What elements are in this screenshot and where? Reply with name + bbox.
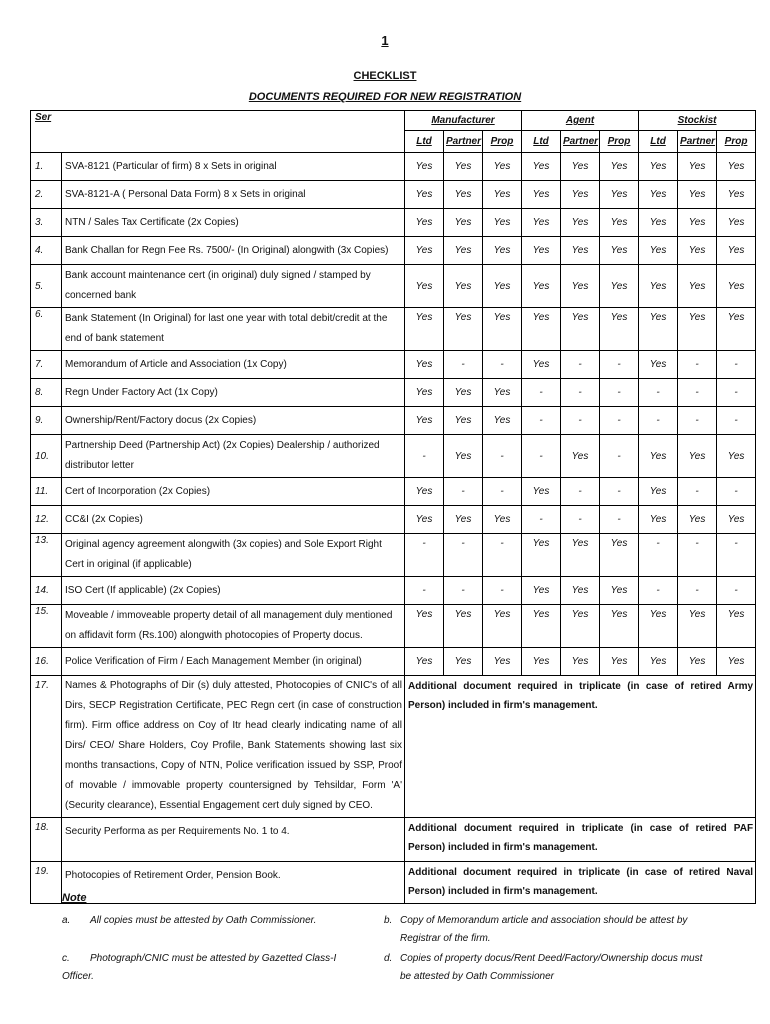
table-row-special [31,818,756,862]
subcol-header: Partner [561,131,600,153]
ser-header: Ser [31,111,405,153]
row-number: 15. [31,605,62,648]
requirement-cell: Yes [639,351,678,379]
requirement-cell: Yes [483,379,522,407]
requirement-cell: Yes [444,407,483,435]
document-description: Security Performa as per Requirements No. 1 to 4. [62,818,405,862]
requirement-cell: Yes [639,209,678,237]
requirement-cell: Yes [483,209,522,237]
requirement-cell: Yes [561,265,600,308]
notes-heading: Note [62,892,87,904]
note-text: All copies must be attested by Oath Commissioner. [90,915,317,926]
requirement-cell: Yes [444,153,483,181]
requirement-cell: Yes [483,648,522,676]
document-description: Names & Photographs of Dir (s) duly attested, Photocopies of CNIC's of all Dirs, SECP Registration Certificate, PEC Regn cert (in case of construction firm). Firm office address on Coy of Itr head clearly indicating name of all Dirs/ CEO/ Share Holders, Coy Profile, Bank Statements showing last six months transactions, Copy of NTN, Police verification issued by SSP, Proof of movable / immovable property countersigned by Tehsildar, Form 'A' (Security clearance), Essential Engagement cert duly signed by CEO. [62,676,405,818]
subcol-header: Prop [717,131,756,153]
row-number: 16. [31,648,62,676]
requirement-cell: Yes [717,181,756,209]
table-row [31,153,756,181]
requirement-cell: Yes [678,265,717,308]
note-b [384,912,710,948]
document-description: SVA-8121-A ( Personal Data Form) 8 x Sets in original [62,181,405,209]
row-number: 14. [31,577,62,605]
row-number: 7. [31,351,62,379]
requirement-cell: Yes [483,407,522,435]
additional-requirement-note: Additional document required in triplicate (in case of retired Naval Person) included in firm's management. [405,862,756,904]
additional-requirement-note: Additional document required in triplicate (in case of retired Army Person) included in firm's management. [405,676,756,818]
requirement-cell: Yes [522,351,561,379]
row-number: 1. [31,153,62,181]
requirement-cell: Yes [522,209,561,237]
requirement-cell: Yes [600,648,639,676]
table-row [31,308,756,351]
table-row-special [31,676,756,818]
requirement-cell: Yes [678,648,717,676]
requirement-cell: - [561,478,600,506]
requirement-cell: Yes [483,308,522,351]
table-row [31,265,756,308]
requirement-cell: Yes [405,379,444,407]
document-description: ISO Cert (If applicable) (2x Copies) [62,577,405,605]
requirement-cell: Yes [405,351,444,379]
requirement-cell: Yes [639,237,678,265]
requirement-cell: Yes [678,153,717,181]
requirement-cell: Yes [678,308,717,351]
requirement-cell: Yes [522,153,561,181]
requirement-cell: Yes [405,478,444,506]
requirement-cell: Yes [444,237,483,265]
note-a [62,912,352,930]
requirement-cell: - [561,506,600,534]
requirement-cell: - [600,478,639,506]
document-description: Cert of Incorporation (2x Copies) [62,478,405,506]
requirement-cell: - [522,379,561,407]
requirement-cell: Yes [522,534,561,577]
note-text: Copy of Memorandum article and association should be attest by Registrar of the firm. [400,915,688,944]
requirement-cell: Yes [483,153,522,181]
requirement-cell: Yes [522,237,561,265]
requirement-cell: Yes [405,648,444,676]
requirement-cell: Yes [483,237,522,265]
requirement-cell: Yes [444,648,483,676]
requirement-cell: Yes [561,181,600,209]
document-description: Regn Under Factory Act (1x Copy) [62,379,405,407]
table-row [31,478,756,506]
requirement-cell: Yes [639,181,678,209]
requirement-cell: Yes [405,209,444,237]
requirement-cell: - [678,351,717,379]
requirement-cell: Yes [444,209,483,237]
requirement-cell: - [522,435,561,478]
requirement-cell: - [639,577,678,605]
requirement-cell: Yes [522,265,561,308]
requirement-cell: Yes [522,181,561,209]
note-label: d. [384,953,393,964]
subcol-header: Prop [600,131,639,153]
note-d [384,950,710,986]
requirement-cell: Yes [405,265,444,308]
requirement-cell: - [717,379,756,407]
requirement-cell: Yes [483,506,522,534]
row-number: 8. [31,379,62,407]
requirement-cell: Yes [717,237,756,265]
requirement-cell: Yes [483,265,522,308]
requirement-cell: - [561,351,600,379]
requirement-cell: Yes [600,605,639,648]
row-number: 17. [31,676,62,818]
requirement-cell: Yes [522,308,561,351]
requirement-cell: Yes [405,506,444,534]
requirement-cell: Yes [639,308,678,351]
subcol-header: Ltd [405,131,444,153]
requirement-cell: Yes [444,435,483,478]
row-number: 9. [31,407,62,435]
requirement-cell: - [483,577,522,605]
table-row [31,351,756,379]
checklist-title: CHECKLIST [353,70,417,82]
requirement-cell: Yes [678,605,717,648]
requirement-cell: - [717,577,756,605]
requirement-cell: - [600,351,639,379]
requirement-cell: - [639,407,678,435]
requirement-cell: - [678,379,717,407]
table-row [31,407,756,435]
group-header-stockist: Stockist [639,111,756,131]
requirement-cell: Yes [600,534,639,577]
row-number: 4. [31,237,62,265]
requirement-cell: - [639,534,678,577]
requirement-cell: - [678,577,717,605]
notes-section [62,892,752,982]
requirement-cell: Yes [600,209,639,237]
requirement-cell: - [522,407,561,435]
row-number: 2. [31,181,62,209]
subcol-header: Prop [483,131,522,153]
requirement-cell: Yes [483,605,522,648]
document-description: Photocopies of Retirement Order, Pension Book. [62,862,405,904]
table-row [31,237,756,265]
row-number: 18. [31,818,62,862]
checklist-table [30,110,756,904]
requirement-cell: Yes [405,153,444,181]
requirement-cell: Yes [678,435,717,478]
requirement-cell: - [561,379,600,407]
requirement-cell: Yes [444,308,483,351]
requirement-cell: - [717,351,756,379]
requirement-cell: Yes [483,181,522,209]
requirement-cell: Yes [678,237,717,265]
requirement-cell: Yes [639,648,678,676]
requirement-cell: - [600,407,639,435]
requirement-cell: - [561,407,600,435]
requirement-cell: Yes [600,237,639,265]
note-label: a. [62,915,71,926]
requirement-cell: Yes [717,308,756,351]
requirement-cell: - [717,478,756,506]
requirement-cell: - [522,506,561,534]
requirement-cell: Yes [561,577,600,605]
requirement-cell: - [483,435,522,478]
requirement-cell: Yes [600,265,639,308]
requirement-cell: Yes [561,209,600,237]
table-row [31,534,756,577]
document-description: Partnership Deed (Partnership Act) (2x Copies) Dealership / authorized distributor letter [62,435,405,478]
requirement-cell: Yes [639,478,678,506]
requirement-cell: Yes [678,506,717,534]
requirement-cell: - [639,379,678,407]
table-row [31,506,756,534]
document-description: Original agency agreement alongwith (3x copies) and Sole Export Right Cert in original (if applicable) [62,534,405,577]
requirement-cell: Yes [405,407,444,435]
document-description: Bank Statement (In Original) for last one year with total debit/credit at the end of bank statement [62,308,405,351]
row-number: 6. [31,308,62,351]
table-row [31,209,756,237]
requirement-cell: - [444,351,483,379]
row-number: 10. [31,435,62,478]
requirement-cell: Yes [717,506,756,534]
requirement-cell: Yes [561,237,600,265]
requirement-cell: - [678,478,717,506]
row-number: 19. [31,862,62,904]
document-description: Bank Challan for Regn Fee Rs. 7500/- (In Original) alongwith (3x Copies) [62,237,405,265]
document-description: Moveable / immoveable property detail of all management duly mentioned on affidavit form (Rs.100) alongwith photocopies of Property docus. [62,605,405,648]
requirement-cell: Yes [600,153,639,181]
additional-requirement-note: Additional document required in triplicate (in case of retired PAF Person) included in firm's management. [405,818,756,862]
row-number: 5. [31,265,62,308]
requirement-cell: Yes [717,605,756,648]
requirement-cell: Yes [600,308,639,351]
requirement-cell: - [717,407,756,435]
requirement-cell: Yes [678,181,717,209]
document-description: Ownership/Rent/Factory docus (2x Copies) [62,407,405,435]
requirement-cell: - [444,577,483,605]
requirement-cell: - [678,534,717,577]
row-number: 11. [31,478,62,506]
requirement-cell: Yes [444,265,483,308]
page-number: 1 [381,33,389,48]
requirement-cell: - [717,534,756,577]
requirement-cell: Yes [717,265,756,308]
requirement-cell: Yes [561,605,600,648]
subcol-header: Partner [678,131,717,153]
requirement-cell: Yes [717,209,756,237]
requirement-cell: Yes [717,648,756,676]
requirement-cell: - [405,435,444,478]
requirement-cell: Yes [522,478,561,506]
requirement-cell: Yes [561,308,600,351]
requirement-cell: Yes [639,605,678,648]
document-description: NTN / Sales Tax Certificate (2x Copies) [62,209,405,237]
table-row [31,577,756,605]
subcol-header: Partner [444,131,483,153]
note-label: c. [62,953,70,964]
requirement-cell: Yes [600,181,639,209]
requirement-cell: Yes [522,577,561,605]
requirement-cell: - [678,407,717,435]
requirement-cell: Yes [561,435,600,478]
requirement-cell: Yes [561,153,600,181]
row-number: 13. [31,534,62,577]
document-description: Bank account maintenance cert (in original) duly signed / stamped by concerned bank [62,265,405,308]
requirement-cell: Yes [561,648,600,676]
requirement-cell: Yes [405,181,444,209]
table-row [31,605,756,648]
subcol-header: Ltd [639,131,678,153]
note-text: Copies of property docus/Rent Deed/Factory/Ownership docus must be attested by Oath Commissioner [400,953,703,982]
note-text: Photograph/CNIC must be attested by Gazetted Class-I Officer. [62,953,337,982]
requirement-cell: Yes [405,605,444,648]
requirement-cell: Yes [522,605,561,648]
requirement-cell: Yes [405,237,444,265]
requirement-cell: Yes [678,209,717,237]
subcol-header: Ltd [522,131,561,153]
checklist-subtitle: DOCUMENTS REQUIRED FOR NEW REGISTRATION [248,91,522,103]
requirement-cell: - [600,379,639,407]
document-description: SVA-8121 (Particular of firm) 8 x Sets in original [62,153,405,181]
note-label: b. [384,915,393,926]
requirement-cell: Yes [561,534,600,577]
requirement-cell: Yes [444,605,483,648]
requirement-cell: - [405,534,444,577]
document-description: Memorandum of Article and Association (1x Copy) [62,351,405,379]
document-description: Police Verification of Firm / Each Management Member (in original) [62,648,405,676]
document-description: CC&I (2x Copies) [62,506,405,534]
requirement-cell: Yes [639,435,678,478]
requirement-cell: - [405,577,444,605]
requirement-cell: Yes [444,506,483,534]
requirement-cell: Yes [717,153,756,181]
row-number: 3. [31,209,62,237]
table-row [31,379,756,407]
requirement-cell: Yes [600,577,639,605]
row-number: 12. [31,506,62,534]
header-row-groups [31,111,756,131]
requirement-cell: Yes [444,379,483,407]
requirement-cell: - [483,478,522,506]
table-row [31,181,756,209]
requirement-cell: - [444,478,483,506]
note-c [62,950,352,986]
requirement-cell: Yes [639,506,678,534]
requirement-cell: Yes [444,181,483,209]
requirement-cell: Yes [405,308,444,351]
requirement-cell: - [444,534,483,577]
requirement-cell: - [483,534,522,577]
requirement-cell: Yes [717,435,756,478]
requirement-cell: Yes [639,153,678,181]
requirement-cell: Yes [522,648,561,676]
requirement-cell: - [600,506,639,534]
table-row [31,648,756,676]
requirement-cell: - [600,435,639,478]
requirement-cell: Yes [639,265,678,308]
group-header-manufacturer: Manufacturer [405,111,522,131]
requirement-cell: - [483,351,522,379]
table-row [31,435,756,478]
group-header-agent: Agent [522,111,639,131]
